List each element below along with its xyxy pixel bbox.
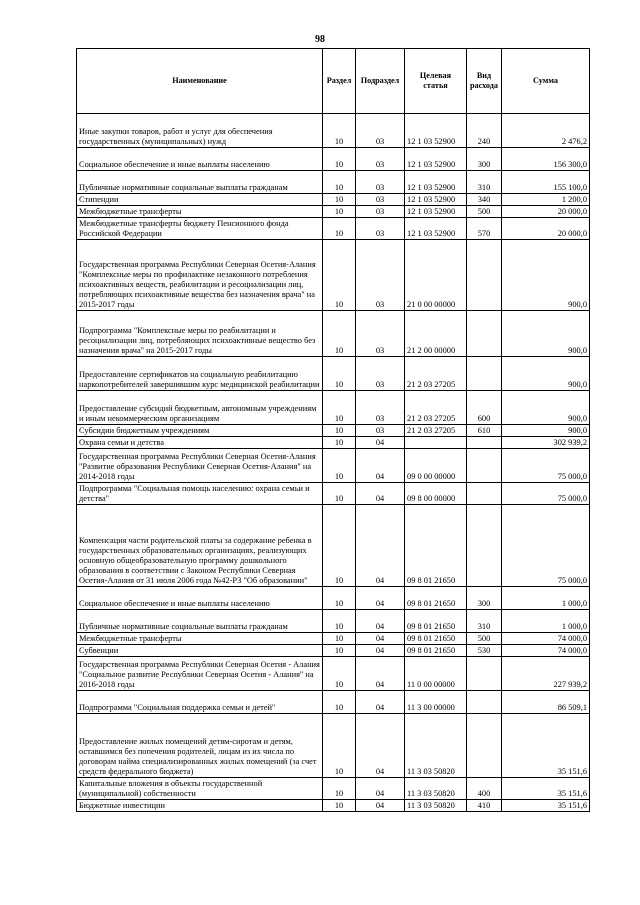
table-row <box>77 194 590 206</box>
table-row <box>77 311 590 357</box>
cell-subsection: 03 <box>356 425 405 437</box>
cell-target <box>405 437 467 449</box>
cell-subsection: 04 <box>356 714 405 778</box>
cell-target: 21 2 00 00000 <box>405 311 467 357</box>
cell-expense-type <box>467 505 502 587</box>
cell-sum: 75 000,0 <box>502 483 590 505</box>
cell-subsection: 03 <box>356 171 405 194</box>
cell-section: 10 <box>323 114 356 148</box>
cell-sum: 35 151,6 <box>502 800 590 812</box>
cell-target: 21 2 03 27205 <box>405 357 467 391</box>
cell-section: 10 <box>323 645 356 657</box>
cell-sum: 75 000,0 <box>502 449 590 483</box>
cell-subsection: 04 <box>356 800 405 812</box>
cell-subsection: 04 <box>356 587 405 610</box>
column-header-target: Целевая статья <box>405 49 467 114</box>
cell-section: 10 <box>323 437 356 449</box>
table-row <box>77 483 590 505</box>
cell-section: 10 <box>323 483 356 505</box>
cell-subsection: 03 <box>356 206 405 218</box>
cell-sum: 302 939,2 <box>502 437 590 449</box>
column-header-name: Наименование <box>77 49 323 114</box>
table-row <box>77 610 590 633</box>
cell-subsection: 04 <box>356 437 405 449</box>
cell-expense-type <box>467 357 502 391</box>
cell-subsection: 03 <box>356 240 405 311</box>
cell-target: 09 8 01 21650 <box>405 587 467 610</box>
cell-name: Межбюджетные трансферты <box>77 633 323 645</box>
cell-target: 21 2 03 27205 <box>405 391 467 425</box>
cell-target: 11 3 03 50820 <box>405 800 467 812</box>
column-header-subsection: Подраздел <box>356 49 405 114</box>
cell-name: Бюджетные инвестиции <box>77 800 323 812</box>
table-row <box>77 148 590 171</box>
cell-expense-type <box>467 483 502 505</box>
cell-sum: 1 000,0 <box>502 610 590 633</box>
cell-name: Охрана семьи и детства <box>77 437 323 449</box>
cell-expense-type: 530 <box>467 645 502 657</box>
table-row <box>77 778 590 800</box>
cell-name: Компенсация части родительской платы за содержание ребенка в государственных образовательных организациях, реализующих основную общеобразовательную программу дошкольного образования в соответствии с Законом Республики Северная Осетия-Алания от 31 июля 2006 года №42-РЗ "Об образовании" <box>77 505 323 587</box>
cell-name: Межбюджетные трансферты бюджету Пенсионного фонда Российской Федерации <box>77 218 323 240</box>
cell-expense-type <box>467 311 502 357</box>
cell-target: 11 3 00 00000 <box>405 691 467 714</box>
cell-section: 10 <box>323 171 356 194</box>
column-header-section: Раздел <box>323 49 356 114</box>
cell-name: Государственная программа Республики Северная Осетия-Алания "Комплексные меры по профилактике незаконного потребления психоактивных веществ, реабилитации и ресоциализации лиц, потребляющих психоактивные вещества без назначения врача" на 2015-2017 годы <box>77 240 323 311</box>
table-row <box>77 657 590 691</box>
cell-expense-type: 610 <box>467 425 502 437</box>
cell-target: 12 1 03 52900 <box>405 148 467 171</box>
cell-target: 09 8 00 00000 <box>405 483 467 505</box>
cell-subsection: 04 <box>356 633 405 645</box>
table-row <box>77 437 590 449</box>
cell-subsection: 04 <box>356 657 405 691</box>
table-row <box>77 645 590 657</box>
cell-target: 09 8 01 21650 <box>405 610 467 633</box>
cell-name: Иные закупки товаров, работ и услуг для обеспечения государственных (муниципальных) нужд <box>77 114 323 148</box>
cell-target: 11 3 03 50820 <box>405 778 467 800</box>
cell-sum: 900,0 <box>502 240 590 311</box>
cell-section: 10 <box>323 449 356 483</box>
table-row <box>77 714 590 778</box>
cell-expense-type <box>467 691 502 714</box>
cell-expense-type: 410 <box>467 800 502 812</box>
cell-name: Капитальные вложения в объекты государственной (муниципальной) собственности <box>77 778 323 800</box>
table-row <box>77 800 590 812</box>
cell-name: Социальное обеспечение и иные выплаты населению <box>77 587 323 610</box>
table-row <box>77 425 590 437</box>
cell-subsection: 04 <box>356 483 405 505</box>
cell-section: 10 <box>323 391 356 425</box>
cell-sum: 35 151,6 <box>502 714 590 778</box>
cell-target: 09 8 01 21650 <box>405 505 467 587</box>
cell-sum: 20 000,0 <box>502 218 590 240</box>
cell-sum: 155 100,0 <box>502 171 590 194</box>
table-header-row <box>77 49 590 114</box>
cell-section: 10 <box>323 240 356 311</box>
cell-subsection: 03 <box>356 218 405 240</box>
table-row <box>77 357 590 391</box>
cell-subsection: 03 <box>356 391 405 425</box>
cell-expense-type <box>467 449 502 483</box>
cell-subsection: 03 <box>356 194 405 206</box>
cell-name: Социальное обеспечение и иные выплаты населению <box>77 148 323 171</box>
table-row <box>77 633 590 645</box>
cell-subsection: 04 <box>356 610 405 633</box>
cell-expense-type: 340 <box>467 194 502 206</box>
page-number: 98 <box>315 34 325 45</box>
cell-name: Подпрограмма "Комплексные меры по реабилитации и ресоциализации лиц, потребляющих психоактивные вещество без назначения врача" на 2015-2017 годы <box>77 311 323 357</box>
cell-name: Субсидии бюджетным учреждениям <box>77 425 323 437</box>
cell-target: 09 0 00 00000 <box>405 449 467 483</box>
cell-name: Подпрограмма "Социальная помощь населению: охрана семьи и детства" <box>77 483 323 505</box>
table-row <box>77 505 590 587</box>
cell-expense-type: 300 <box>467 148 502 171</box>
cell-subsection: 03 <box>356 357 405 391</box>
cell-expense-type: 240 <box>467 114 502 148</box>
cell-target: 21 2 03 27205 <box>405 425 467 437</box>
cell-name: Предоставление жилых помещений детям-сиротам и детям, оставшимся без попечения родителей, лицам из их числа по договорам найма специализированных жилых помещений (за счет средств федерального бюджета) <box>77 714 323 778</box>
cell-name: Предоставление субсидий бюджетным, автономным учреждениям и иным некоммерческим организациям <box>77 391 323 425</box>
cell-sum: 1 000,0 <box>502 587 590 610</box>
budget-table <box>76 48 590 812</box>
cell-sum: 74 000,0 <box>502 633 590 645</box>
cell-target: 21 0 00 00000 <box>405 240 467 311</box>
table-row <box>77 218 590 240</box>
cell-name: Публичные нормативные социальные выплаты гражданам <box>77 171 323 194</box>
cell-section: 10 <box>323 691 356 714</box>
cell-sum: 227 939,2 <box>502 657 590 691</box>
cell-sum: 1 200,0 <box>502 194 590 206</box>
cell-expense-type: 310 <box>467 171 502 194</box>
cell-subsection: 03 <box>356 311 405 357</box>
cell-section: 10 <box>323 633 356 645</box>
cell-section: 10 <box>323 148 356 171</box>
cell-section: 10 <box>323 587 356 610</box>
cell-sum: 900,0 <box>502 425 590 437</box>
cell-expense-type: 310 <box>467 610 502 633</box>
cell-section: 10 <box>323 194 356 206</box>
table-row <box>77 391 590 425</box>
cell-name: Государственная программа Республики Северная Осетия - Алания "Социальное развитие Республики Северная Осетия - Алания" на 2016-2018 годы <box>77 657 323 691</box>
table-row <box>77 587 590 610</box>
cell-sum: 900,0 <box>502 357 590 391</box>
cell-section: 10 <box>323 800 356 812</box>
cell-name: Субвенции <box>77 645 323 657</box>
cell-expense-type: 400 <box>467 778 502 800</box>
cell-sum: 900,0 <box>502 311 590 357</box>
cell-expense-type <box>467 437 502 449</box>
cell-target: 12 1 03 52900 <box>405 206 467 218</box>
cell-target: 09 8 01 21650 <box>405 633 467 645</box>
cell-target: 12 1 03 52900 <box>405 218 467 240</box>
table-row <box>77 691 590 714</box>
cell-section: 10 <box>323 657 356 691</box>
cell-sum: 20 000,0 <box>502 206 590 218</box>
cell-sum: 75 000,0 <box>502 505 590 587</box>
cell-section: 10 <box>323 218 356 240</box>
cell-subsection: 03 <box>356 114 405 148</box>
cell-expense-type <box>467 240 502 311</box>
cell-section: 10 <box>323 714 356 778</box>
cell-sum: 2 476,2 <box>502 114 590 148</box>
table-row <box>77 171 590 194</box>
table-row <box>77 240 590 311</box>
cell-expense-type: 500 <box>467 206 502 218</box>
cell-expense-type <box>467 657 502 691</box>
cell-sum: 900,0 <box>502 391 590 425</box>
cell-expense-type: 600 <box>467 391 502 425</box>
cell-sum: 156 300,0 <box>502 148 590 171</box>
cell-name: Подпрограмма "Социальная поддержка семьи и детей" <box>77 691 323 714</box>
cell-name: Предоставление сертификатов на социальную реабилитацию наркопотребителей завершившим курс медицинской реабилитации <box>77 357 323 391</box>
table-row <box>77 449 590 483</box>
cell-section: 10 <box>323 357 356 391</box>
cell-name: Государственная программа Республики Северная Осетия-Алания "Развитие образования Республики Северная Осетия-Алания" на 2014-2018 годы <box>77 449 323 483</box>
cell-target: 12 1 03 52900 <box>405 194 467 206</box>
cell-name: Публичные нормативные социальные выплаты гражданам <box>77 610 323 633</box>
cell-section: 10 <box>323 206 356 218</box>
cell-section: 10 <box>323 311 356 357</box>
column-header-expense-type: Вид расхода <box>467 49 502 114</box>
cell-subsection: 04 <box>356 778 405 800</box>
cell-subsection: 04 <box>356 645 405 657</box>
cell-target: 11 3 03 50820 <box>405 714 467 778</box>
cell-expense-type <box>467 714 502 778</box>
cell-section: 10 <box>323 610 356 633</box>
cell-sum: 86 509,1 <box>502 691 590 714</box>
cell-section: 10 <box>323 505 356 587</box>
cell-target: 12 1 03 52900 <box>405 114 467 148</box>
cell-target: 09 8 01 21650 <box>405 645 467 657</box>
cell-subsection: 03 <box>356 148 405 171</box>
cell-subsection: 04 <box>356 691 405 714</box>
cell-target: 11 0 00 00000 <box>405 657 467 691</box>
cell-name: Стипендии <box>77 194 323 206</box>
cell-expense-type: 500 <box>467 633 502 645</box>
table-row <box>77 114 590 148</box>
cell-target: 12 1 03 52900 <box>405 171 467 194</box>
cell-sum: 35 151,6 <box>502 778 590 800</box>
cell-section: 10 <box>323 425 356 437</box>
cell-subsection: 04 <box>356 449 405 483</box>
column-header-sum: Сумма <box>502 49 590 114</box>
cell-subsection: 04 <box>356 505 405 587</box>
cell-section: 10 <box>323 778 356 800</box>
cell-sum: 74 000,0 <box>502 645 590 657</box>
cell-expense-type: 300 <box>467 587 502 610</box>
cell-name: Межбюджетные трансферты <box>77 206 323 218</box>
table-row <box>77 206 590 218</box>
cell-expense-type: 570 <box>467 218 502 240</box>
